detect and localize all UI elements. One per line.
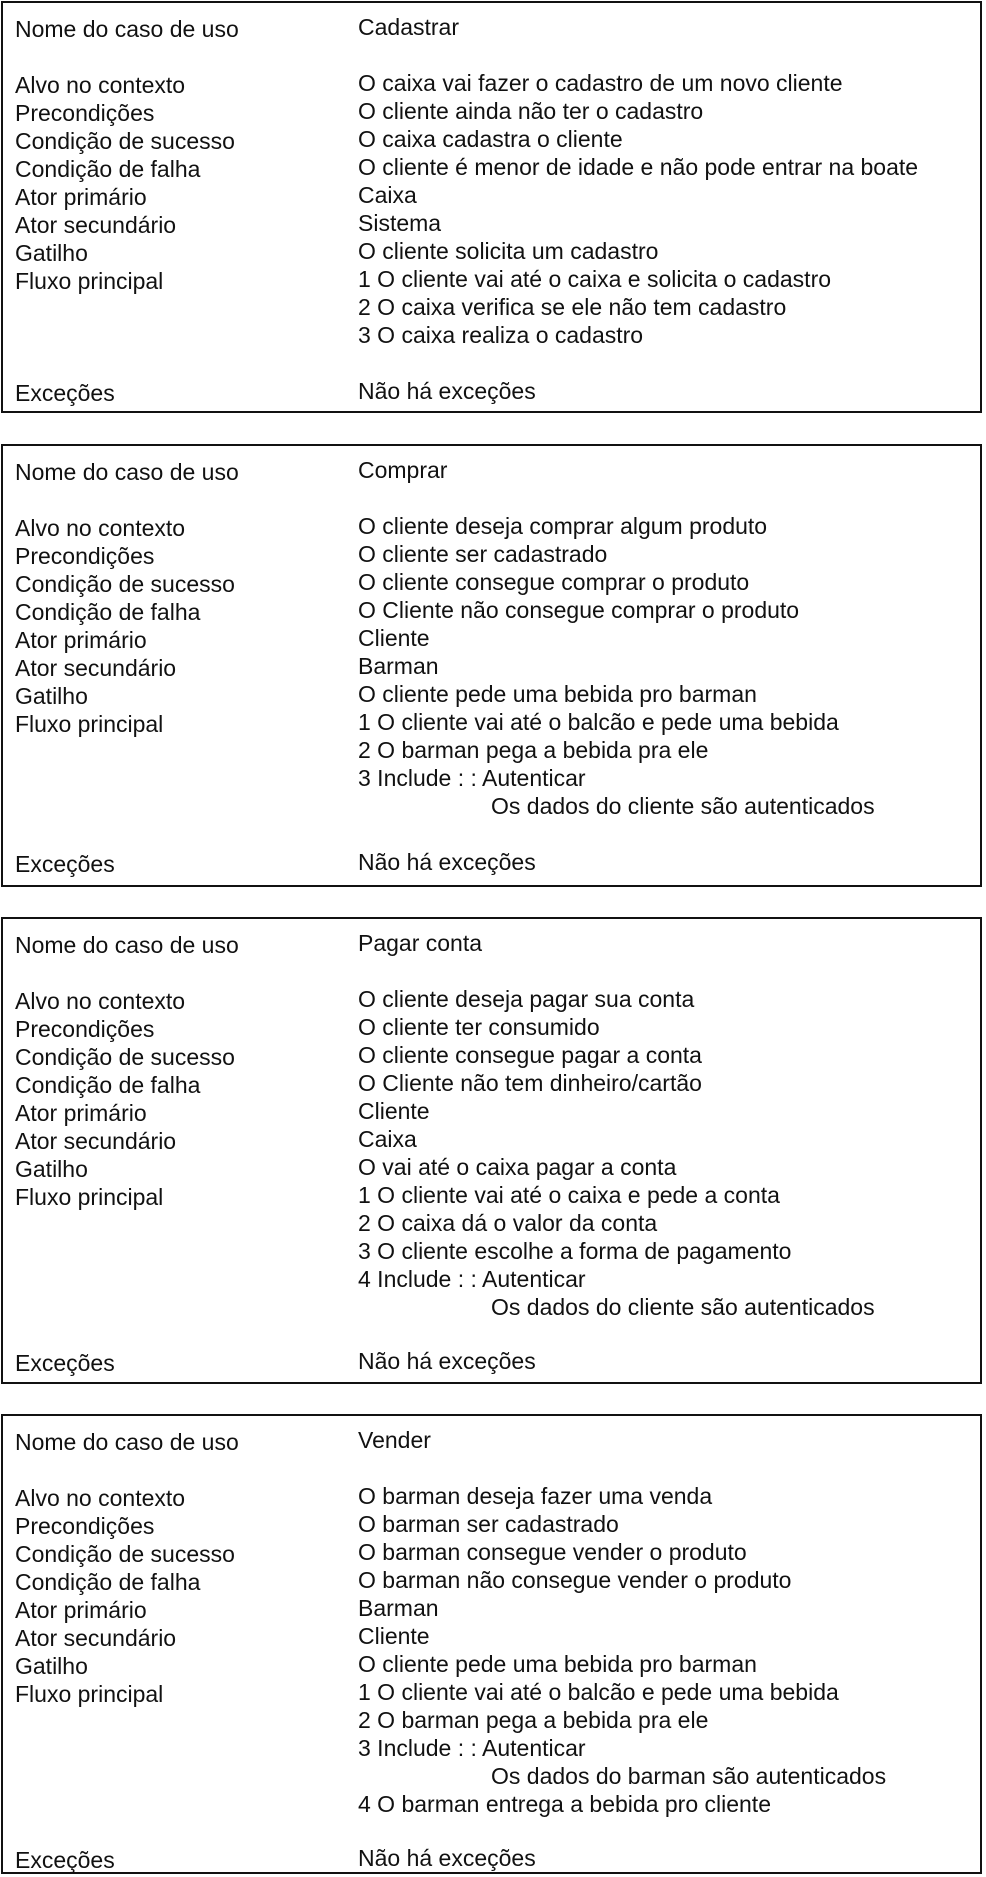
label-fluxo: Fluxo principal — [15, 1184, 164, 1210]
fluxo-step: 3 Include : : Autenticar — [358, 1735, 586, 1761]
value-falha: O Cliente não consegue comprar o produto — [358, 597, 800, 623]
value-precondicoes: O cliente ter consumido — [358, 1014, 600, 1040]
value-precondicoes: O cliente ser cadastrado — [358, 541, 608, 567]
value-precondicoes: O cliente ainda não ter o cadastro — [358, 98, 704, 124]
value-alvo: O barman deseja fazer uma venda — [358, 1483, 713, 1509]
value-ator-primario: Cliente — [358, 1098, 430, 1124]
value-ator-secundario: Barman — [358, 653, 439, 679]
fluxo-step: 3 O cliente escolhe a forma de pagamento — [358, 1238, 792, 1264]
fluxo-step: 4 Include : : Autenticar — [358, 1266, 586, 1292]
fluxo-step-detail: Os dados do barman são autenticados — [491, 1763, 887, 1789]
label-ator-primario: Ator primário — [15, 1597, 147, 1623]
fluxo-step: 4 O barman entrega a bebida pro cliente — [358, 1791, 771, 1817]
label-alvo: Alvo no contexto — [15, 72, 186, 98]
label-ator-primario: Ator primário — [15, 1100, 147, 1126]
fluxo-step: 2 O barman pega a bebida pra ele — [358, 1707, 709, 1733]
value-sucesso: O cliente consegue pagar a conta — [358, 1042, 702, 1068]
label-sucesso: Condição de sucesso — [15, 128, 235, 154]
label-sucesso: Condição de sucesso — [15, 1044, 235, 1070]
fluxo-step-detail: Os dados do cliente são autenticados — [491, 793, 875, 819]
value-alvo: O cliente deseja pagar sua conta — [358, 986, 695, 1012]
fluxo-step: 1 O cliente vai até o balcão e pede uma bebida — [358, 709, 839, 735]
fluxo-step: 3 O caixa realiza o cadastro — [358, 322, 644, 348]
use-case-card-vender — [1, 1414, 982, 1874]
label-excecoes: Exceções — [15, 1350, 115, 1376]
label-sucesso: Condição de sucesso — [15, 1541, 235, 1567]
label-precondicoes: Precondições — [15, 100, 155, 126]
value-sucesso: O cliente consegue comprar o produto — [358, 569, 750, 595]
fluxo-step: 1 O cliente vai até o balcão e pede uma bebida — [358, 1679, 839, 1705]
value-nome: Comprar — [358, 457, 448, 483]
value-ator-secundario: Caixa — [358, 1126, 417, 1152]
label-gatilho: Gatilho — [15, 683, 88, 709]
fluxo-step: 1 O cliente vai até o caixa e pede a conta — [358, 1182, 780, 1208]
label-ator-secundario: Ator secundário — [15, 1625, 177, 1651]
value-ator-primario: Cliente — [358, 625, 430, 651]
fluxo-step: 2 O caixa dá o valor da conta — [358, 1210, 658, 1236]
label-ator-secundario: Ator secundário — [15, 1128, 177, 1154]
label-ator-secundario: Ator secundário — [15, 212, 177, 238]
label-gatilho: Gatilho — [15, 1653, 88, 1679]
label-fluxo: Fluxo principal — [15, 711, 164, 737]
label-nome: Nome do caso de uso — [15, 459, 239, 485]
label-alvo: Alvo no contexto — [15, 1485, 186, 1511]
label-excecoes: Exceções — [15, 380, 115, 406]
value-falha: O cliente é menor de idade e não pode entrar na boate — [358, 154, 919, 180]
value-falha: O barman não consegue vender o produto — [358, 1567, 792, 1593]
use-case-card-comprar — [1, 444, 982, 887]
fluxo-step: 1 O cliente vai até o caixa e solicita o cadastro — [358, 266, 832, 292]
label-alvo: Alvo no contexto — [15, 988, 186, 1014]
fluxo-step-detail: Os dados do cliente são autenticados — [491, 1294, 875, 1320]
value-nome: Vender — [358, 1427, 431, 1453]
label-fluxo: Fluxo principal — [15, 1681, 164, 1707]
label-excecoes: Exceções — [15, 1847, 115, 1873]
value-precondicoes: O barman ser cadastrado — [358, 1511, 619, 1537]
value-ator-secundario: Sistema — [358, 210, 442, 236]
label-falha: Condição de falha — [15, 1072, 201, 1098]
value-nome: Pagar conta — [358, 930, 483, 956]
value-alvo: O caixa vai fazer o cadastro de um novo cliente — [358, 70, 843, 96]
value-nome: Cadastrar — [358, 14, 459, 40]
value-alvo: O cliente deseja comprar algum produto — [358, 513, 768, 539]
label-nome: Nome do caso de uso — [15, 16, 239, 42]
label-alvo: Alvo no contexto — [15, 515, 186, 541]
label-falha: Condição de falha — [15, 599, 201, 625]
label-precondicoes: Precondições — [15, 1513, 155, 1539]
label-ator-secundario: Ator secundário — [15, 655, 177, 681]
fluxo-step: 2 O caixa verifica se ele não tem cadastro — [358, 294, 787, 320]
label-gatilho: Gatilho — [15, 240, 88, 266]
value-gatilho: O cliente pede uma bebida pro barman — [358, 681, 757, 707]
value-excecoes: Não há exceções — [358, 849, 536, 875]
label-precondicoes: Precondições — [15, 543, 155, 569]
value-sucesso: O caixa cadastra o cliente — [358, 126, 623, 152]
label-falha: Condição de falha — [15, 156, 201, 182]
value-gatilho: O vai até o caixa pagar a conta — [358, 1154, 677, 1180]
value-excecoes: Não há exceções — [358, 1845, 536, 1871]
use-case-card-cadastrar — [1, 1, 982, 413]
label-sucesso: Condição de sucesso — [15, 571, 235, 597]
use-case-card-pagar-conta — [1, 917, 982, 1384]
label-gatilho: Gatilho — [15, 1156, 88, 1182]
label-excecoes: Exceções — [15, 851, 115, 877]
value-gatilho: O cliente pede uma bebida pro barman — [358, 1651, 757, 1677]
value-excecoes: Não há exceções — [358, 378, 536, 404]
value-gatilho: O cliente solicita um cadastro — [358, 238, 659, 264]
label-nome: Nome do caso de uso — [15, 932, 239, 958]
fluxo-step: 2 O barman pega a bebida pra ele — [358, 737, 709, 763]
value-ator-primario: Caixa — [358, 182, 417, 208]
label-fluxo: Fluxo principal — [15, 268, 164, 294]
value-falha: O Cliente não tem dinheiro/cartão — [358, 1070, 702, 1096]
value-ator-primario: Barman — [358, 1595, 439, 1621]
value-excecoes: Não há exceções — [358, 1348, 536, 1374]
label-ator-primario: Ator primário — [15, 627, 147, 653]
label-precondicoes: Precondições — [15, 1016, 155, 1042]
value-sucesso: O barman consegue vender o produto — [358, 1539, 747, 1565]
label-ator-primario: Ator primário — [15, 184, 147, 210]
value-ator-secundario: Cliente — [358, 1623, 430, 1649]
label-falha: Condição de falha — [15, 1569, 201, 1595]
label-nome: Nome do caso de uso — [15, 1429, 239, 1455]
fluxo-step: 3 Include : : Autenticar — [358, 765, 586, 791]
